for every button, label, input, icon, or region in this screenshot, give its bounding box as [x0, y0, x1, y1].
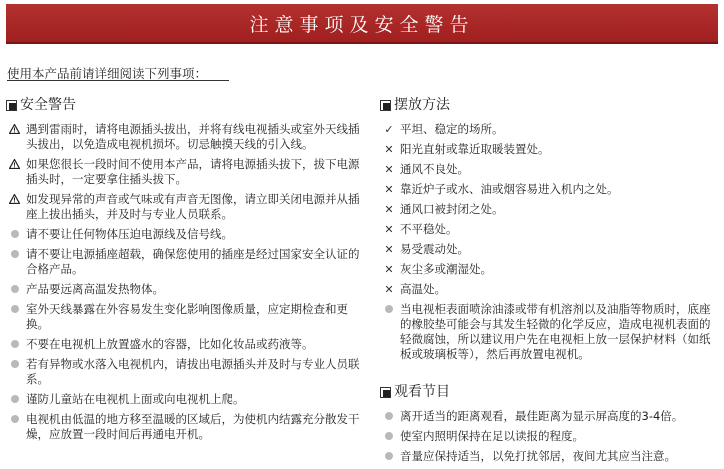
- cross-icon: ✕: [384, 263, 394, 276]
- list-item: 室外天线暴露在外容易发生变化影响图像质量，应定期检查和更换。: [6, 302, 360, 332]
- list-item: 产品要远离高温发热物体。: [6, 282, 360, 297]
- cross-icon: ✕: [384, 203, 394, 216]
- safety-list: [6, 122, 360, 442]
- dot-bullet-icon: [382, 449, 396, 464]
- dot-bullet-icon: [8, 392, 22, 407]
- list-item: 请不要让任何物体压迫电源线及信号线。: [6, 227, 360, 242]
- section-bullet-icon: [380, 387, 391, 398]
- cross-icon: ✕: [384, 243, 394, 256]
- cross-icon: ✕: [384, 223, 394, 236]
- list-item: ✓ 平坦、稳定的场所。: [380, 122, 720, 137]
- list-item: ✕ 靠近炉子或水、油或烟容易进入机内之处。: [380, 182, 720, 197]
- warning-icon: [8, 157, 22, 172]
- list-item: 当电视柜表面喷涂油漆或带有机溶剂以及油脂等物质时，底座的橡胶垫可能会与其发生轻微的化学反应，造成电视机表面的轻微腐蚀，所以建议用户先在电视柜上放一层保护材料（如纸板或玻璃板等），然后再放置电视机。: [380, 302, 720, 362]
- safety-section-title: 安全警告: [6, 94, 360, 116]
- dot-bullet-icon: [382, 429, 396, 444]
- list-item: ✕ 通风口被封闭之处。: [380, 202, 720, 217]
- warning-icon: [8, 122, 22, 137]
- warning-icon: [8, 192, 22, 207]
- dot-bullet-icon: [8, 302, 22, 317]
- dot-bullet-icon: [8, 247, 22, 262]
- placement-column: [380, 94, 720, 469]
- list-item: 音量应保持适当，以免打扰邻居，夜间尤其应当注意。: [380, 449, 720, 464]
- list-item: ✕ 高温处。: [380, 282, 720, 297]
- list-item: 如发现异常的声音或气味或有声音无图像，请立即关闭电源并从插座上拔出插头，并及时与专业人员联系。: [6, 192, 360, 222]
- check-icon: ✓: [384, 123, 394, 136]
- list-item: 如果您很长一段时间不使用本产品，请将电源插头拔下，拔下电源插头时，一定要拿住插头拔下。: [6, 157, 360, 187]
- intro-text: 使用本产品前请详细阅读下列事项：: [7, 66, 208, 81]
- list-item: 谨防儿童站在电视机上面或向电视机上爬。: [6, 392, 360, 407]
- dot-bullet-icon: [8, 412, 22, 427]
- list-item: 若有异物或水落入电视机内，请拔出电源插头并及时与专业人员联系。: [6, 357, 360, 387]
- list-item: 离开适当的距离观看，最佳距离为显示屏高度的3-4倍。: [380, 409, 720, 424]
- placement-list: [380, 122, 720, 362]
- list-item: 请不要让电源插座超载，确保您使用的插座是经过国家安全认证的合格产品。: [6, 247, 360, 277]
- list-item: 遇到雷雨时，请将电源插头拔出，并将有线电视插头或室外天线插头拔出，以免造成电视机损坏。切忌触摸天线的引入线。: [6, 122, 360, 152]
- list-item: ✕ 阳光直射或靠近取暖装置处。: [380, 142, 720, 157]
- list-item: 电视机由低温的地方移至温暖的区域后，为使机内结露充分散发干燥，应放置一段时间后再通电开机。: [6, 412, 360, 442]
- list-item: ✕ 不平稳处。: [380, 222, 720, 237]
- viewing-section-title: 观看节目: [380, 381, 720, 403]
- cross-icon: ✕: [384, 183, 394, 196]
- list-item: ✕ 通风不良处。: [380, 162, 720, 177]
- page-title: 注意事项及安全警告: [249, 14, 475, 36]
- cross-icon: ✕: [384, 163, 394, 176]
- viewing-list: [380, 409, 720, 464]
- list-item: 使室内照明保持在足以读报的程度。: [380, 429, 720, 444]
- cross-icon: ✕: [384, 283, 394, 296]
- dot-bullet-icon: [382, 302, 396, 317]
- intro-underline: [7, 80, 229, 81]
- list-item: ✕ 易受震动处。: [380, 242, 720, 257]
- dot-bullet-icon: [8, 282, 22, 297]
- cross-icon: ✕: [384, 143, 394, 156]
- safety-column: [6, 94, 360, 447]
- dot-bullet-icon: [8, 357, 22, 372]
- title-banner: [6, 4, 718, 44]
- dot-bullet-icon: [8, 337, 22, 352]
- list-item: ✕ 灰尘多或潮湿处。: [380, 262, 720, 277]
- placement-section-title: 摆放方法: [380, 94, 720, 116]
- section-bullet-icon: [6, 100, 17, 111]
- section-bullet-icon: [380, 100, 391, 111]
- list-item: 不要在电视机上放置盛水的容器，比如化妆品或药液等。: [6, 337, 360, 352]
- dot-bullet-icon: [382, 409, 396, 424]
- dot-bullet-icon: [8, 227, 22, 242]
